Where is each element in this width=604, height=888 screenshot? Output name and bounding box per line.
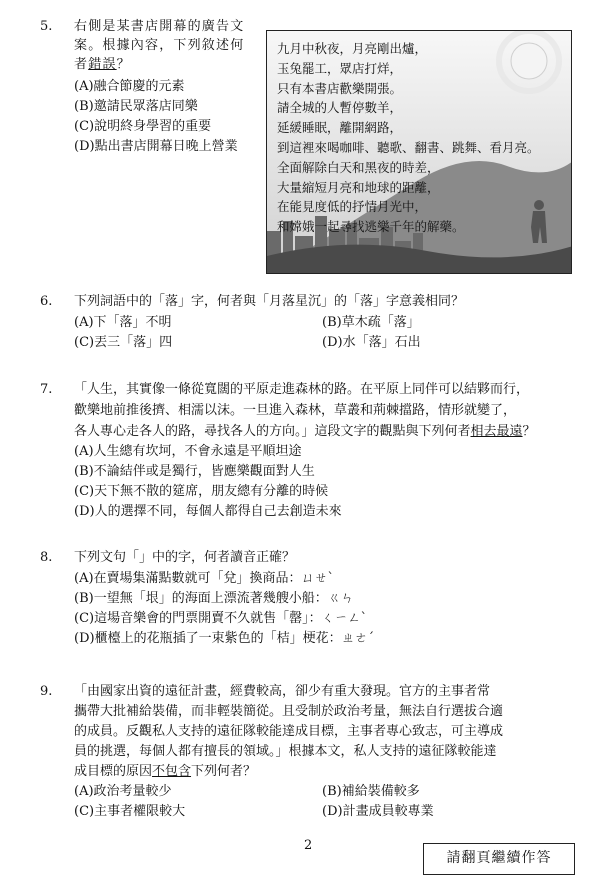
- option-d: (D)水「落」石出: [322, 335, 421, 350]
- question-number: 7.: [40, 382, 53, 397]
- question-stem-line: 下列詞語中的「落」字，何者與「月落星沉」的「落」字意義相同？: [74, 294, 465, 309]
- option-c: (C)天下無不散的筵席，朋友總有分離的時候: [74, 484, 329, 499]
- poem-line: 到這裡來喝咖啡、聽歌、翻書、跳舞、看月亮。: [277, 139, 540, 155]
- poem-line: 大量縮短月亮和地球的距離，: [277, 179, 440, 195]
- poem-line: 九月中秋夜，月亮剛出爐，: [277, 41, 428, 56]
- question-number: 9.: [40, 684, 53, 699]
- poem-line: 請全城的人暫停數羊，: [277, 100, 403, 116]
- bookstore-ad-illustration: [266, 30, 572, 274]
- poem-line: 全面解除白天和黑夜的時差，: [277, 159, 440, 175]
- option-c: (C)主事者權限較大: [74, 804, 186, 819]
- option-b: (B)一望無「垠」的海面上漂流著幾艘小船：ㄍㄣ: [74, 591, 354, 606]
- poem-line: 和嫦娥一起尋找逃樂千年的解藥。: [277, 219, 465, 235]
- question-stem-line: 「人生，其實像一條從寬闊的平原走進森林的路。在平原上同伴可以結夥而行，: [74, 382, 530, 397]
- option-b: (B)不論結伴或是獨行，皆應樂觀面對人生: [74, 464, 315, 479]
- option-d: (D)人的選擇不同，每個人都得自己去創造未來: [74, 504, 342, 519]
- question-stem-line: 歡樂地前推後擠、相濡以沫。一旦進入森林，草叢和荊棘擋路，情形就變了，: [74, 403, 517, 418]
- question-stem-line: 成目標的原因不包含下列何者？: [74, 764, 257, 779]
- option-a: (A)融合節慶的元素: [74, 79, 185, 94]
- question-stem-line: 者錯誤？: [74, 57, 131, 72]
- poem-line: 延緩睡眠，離開網路，: [277, 120, 403, 136]
- poem-line: 玉兔罷工，眾店打烊，: [277, 60, 403, 76]
- option-d: (D)櫃檯上的花瓶插了一束紫色的「桔」梗花：ㄓㄜˊ: [74, 631, 375, 646]
- ad-poem: [277, 39, 540, 237]
- question-stem-line: 員的挑選，每個人都有擅長的領域。」根據本文，私人支持的遠征隊較能達: [74, 744, 497, 759]
- option-c: (C)丟三「落」四: [74, 335, 173, 350]
- question-stem-line: 的成員。反觀私人支持的遠征隊較能達成目標，主事者專心致志，可主導成: [74, 724, 504, 739]
- option-c: (C)這場音樂會的門票開賣不久就售「罄」：ㄑㄧㄥˋ: [74, 611, 368, 626]
- option-b: (B)草木疏「落」: [322, 315, 420, 330]
- option-d: (D)點出書店開幕日晚上營業: [74, 139, 238, 154]
- option-a: (A)下「落」不明: [74, 315, 172, 330]
- question-stem-line: 攜帶大批補給裝備，而非輕裝簡從。且受制於政治考量，無法自行選拔合適: [74, 704, 504, 719]
- poem-line: 只有本書店歡樂開張。: [277, 80, 403, 96]
- option-d: (D)計畫成員較專業: [322, 804, 434, 819]
- question-stem-line: 各人專心走各人的路，尋找各人的方向。」這段文字的觀點與下列何者相去最遠？: [74, 424, 536, 439]
- underlined-keyword: 不包含: [152, 764, 192, 779]
- question-stem-line: 案。根據內容，下列敘述何: [74, 38, 245, 53]
- question-stem-line: 右側是某書店開幕的廣告文: [74, 19, 245, 34]
- question-number: 5.: [40, 19, 53, 34]
- option-c: (C)說明終身學習的重要: [74, 119, 212, 134]
- option-a: (A)人生總有坎坷，不會永遠是平順坦途: [74, 444, 302, 459]
- option-a: (A)在賣場集滿點數就可「兌」換商品：ㄩㄝˋ: [74, 571, 335, 586]
- question-number: 8.: [40, 550, 53, 565]
- page-number: 2: [304, 838, 313, 853]
- question-number: 6.: [40, 294, 53, 309]
- option-a: (A)政治考量較少: [74, 784, 172, 799]
- underlined-keyword: 錯誤: [88, 57, 117, 72]
- continue-notice: 請翻頁繼續作答: [423, 843, 575, 875]
- question-stem-line: 「由國家出資的遠征計畫，經費較高，卻少有重大發現。官方的主事者常: [74, 684, 491, 699]
- poem-line: 在能見度低的抒情月光中，: [277, 199, 428, 215]
- option-b: (B)補給裝備較多: [322, 784, 420, 799]
- question-stem-line: 下列文句「」中的字，何者讀音正確？: [74, 550, 296, 565]
- underlined-keyword: 相去最遠: [470, 424, 523, 439]
- option-b: (B)邀請民眾落店同樂: [74, 99, 198, 114]
